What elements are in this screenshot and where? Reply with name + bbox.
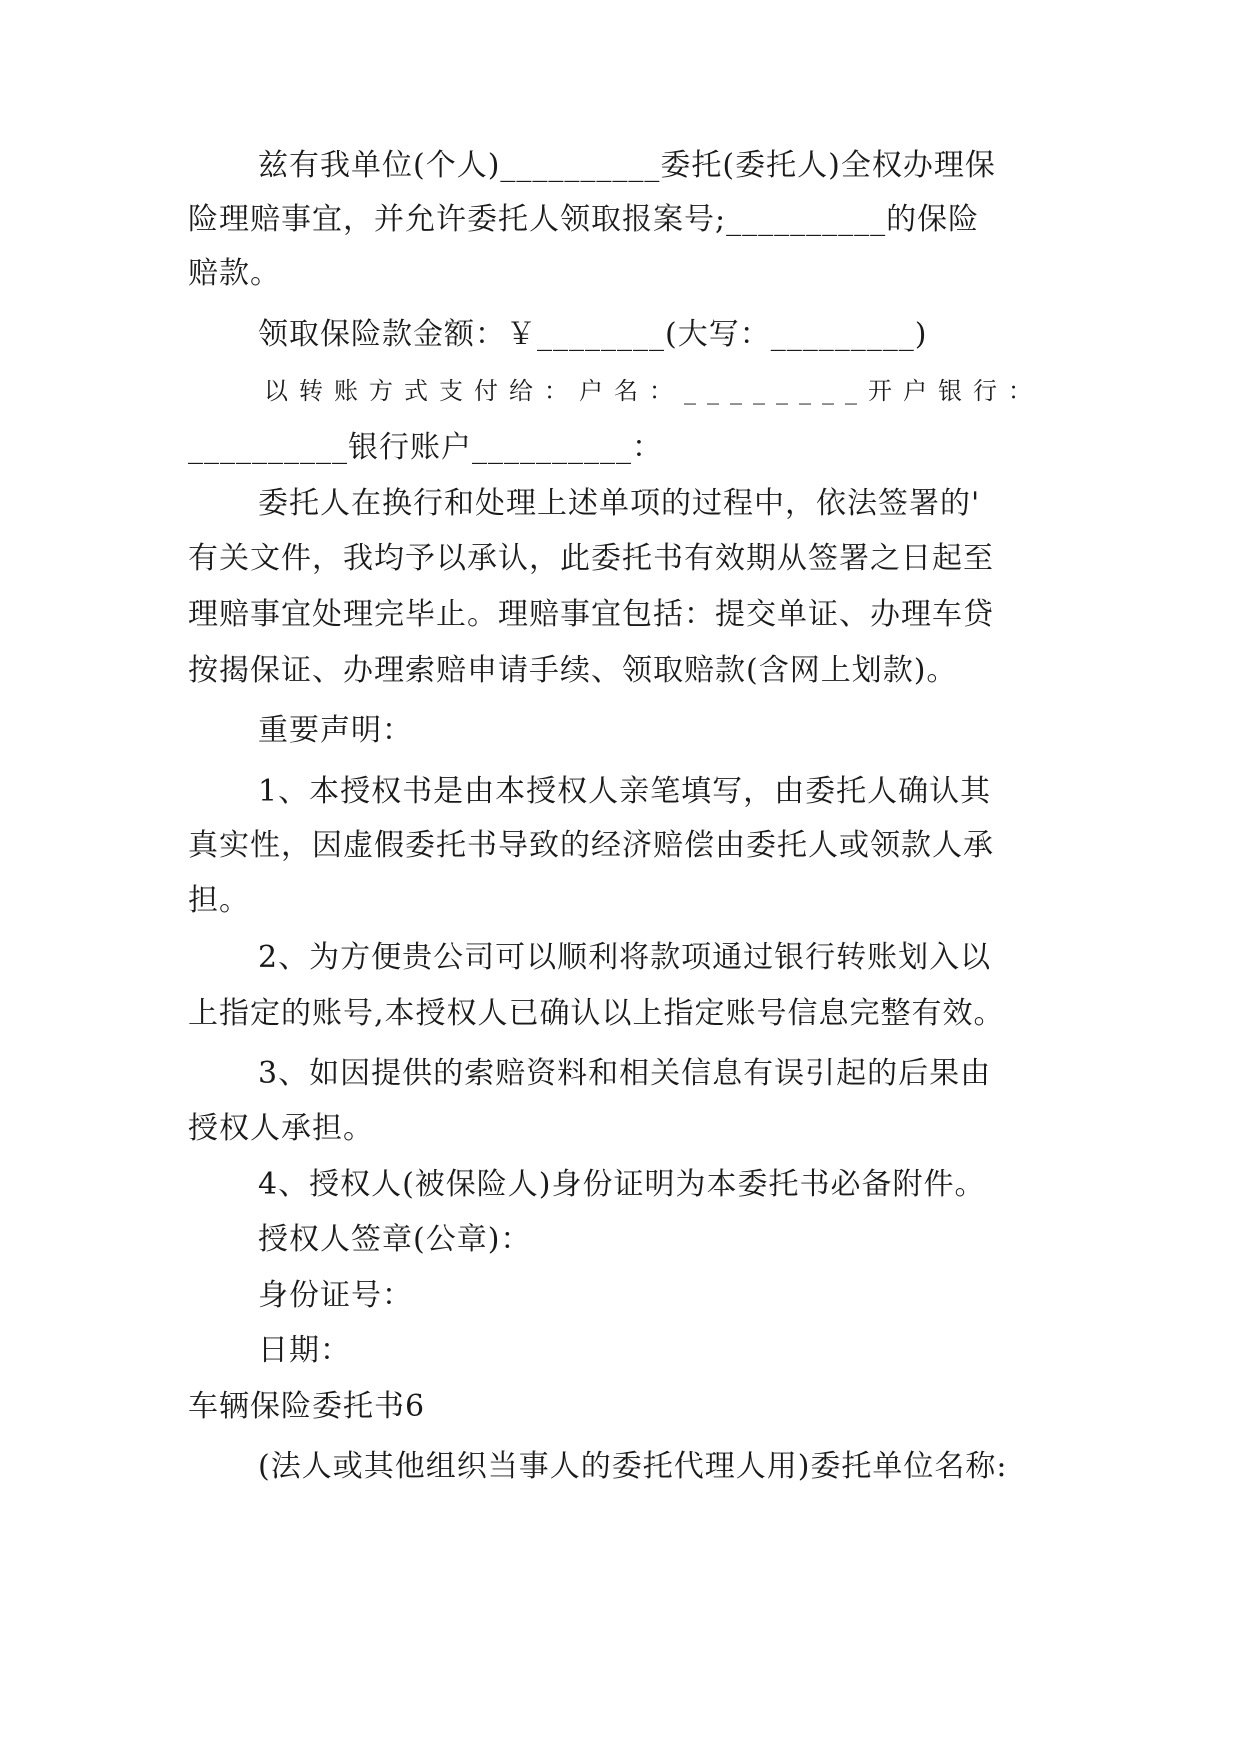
text-line: 担。 (188, 883, 250, 918)
text-line: (法人或其他组织当事人的委托代理人用)委托单位名称: (258, 1449, 1008, 1484)
id-number-label: 身份证号： (258, 1278, 413, 1313)
text-line: 上指定的账号,本授权人已确认以上指定账号信息完整有效。 (188, 996, 1005, 1031)
date-label: 日期： (258, 1333, 351, 1368)
text-line: 按揭保证、办理索赔申请手续、领取赔款(含网上划款)。 (188, 653, 958, 688)
signature-label: 授权人签章(公章)： (258, 1222, 532, 1257)
text-line: __________银行账户__________： (188, 430, 663, 465)
text-line: 有关文件，我均予以承认，此委托书有效期从签署之日起至 (188, 541, 994, 576)
section-heading: 重要声明： (258, 713, 413, 748)
text-line: 真实性，因虚假委托书导致的经济赔偿由委托人或领款人承 (188, 828, 994, 863)
text-line: 委托人在换行和处理上述单项的过程中，依法签署的' (258, 486, 981, 521)
text-line: 险理赔事宜，并允许委托人领取报案号;__________的保险 (188, 202, 980, 237)
text-line: 赔款。 (188, 256, 281, 291)
text-line: 2、为方便贵公司可以顺利将款项通过银行转账划入以 (258, 940, 992, 975)
text-line: 授权人承担。 (188, 1111, 374, 1146)
text-line: 3、如因提供的索赔资料和相关信息有误引起的后果由 (258, 1056, 992, 1091)
text-line: 1、本授权书是由本授权人亲笔填写，由委托人确认其 (258, 774, 992, 809)
text-line: 以转账方式支付给：户名：________开户银行： (264, 377, 1043, 405)
text-line: 领取保险款金额：￥________(大写：_________) (258, 317, 928, 352)
text-line: 4、授权人(被保险人)身份证明为本委托书必备附件。 (258, 1167, 986, 1202)
text-line: 理赔事宜处理完毕止。理赔事宜包括：提交单证、办理车贷 (188, 597, 994, 632)
document-title: 车辆保险委托书6 (188, 1389, 426, 1424)
text-line: 兹有我单位(个人)__________委托(委托人)全权办理保 (258, 148, 996, 183)
